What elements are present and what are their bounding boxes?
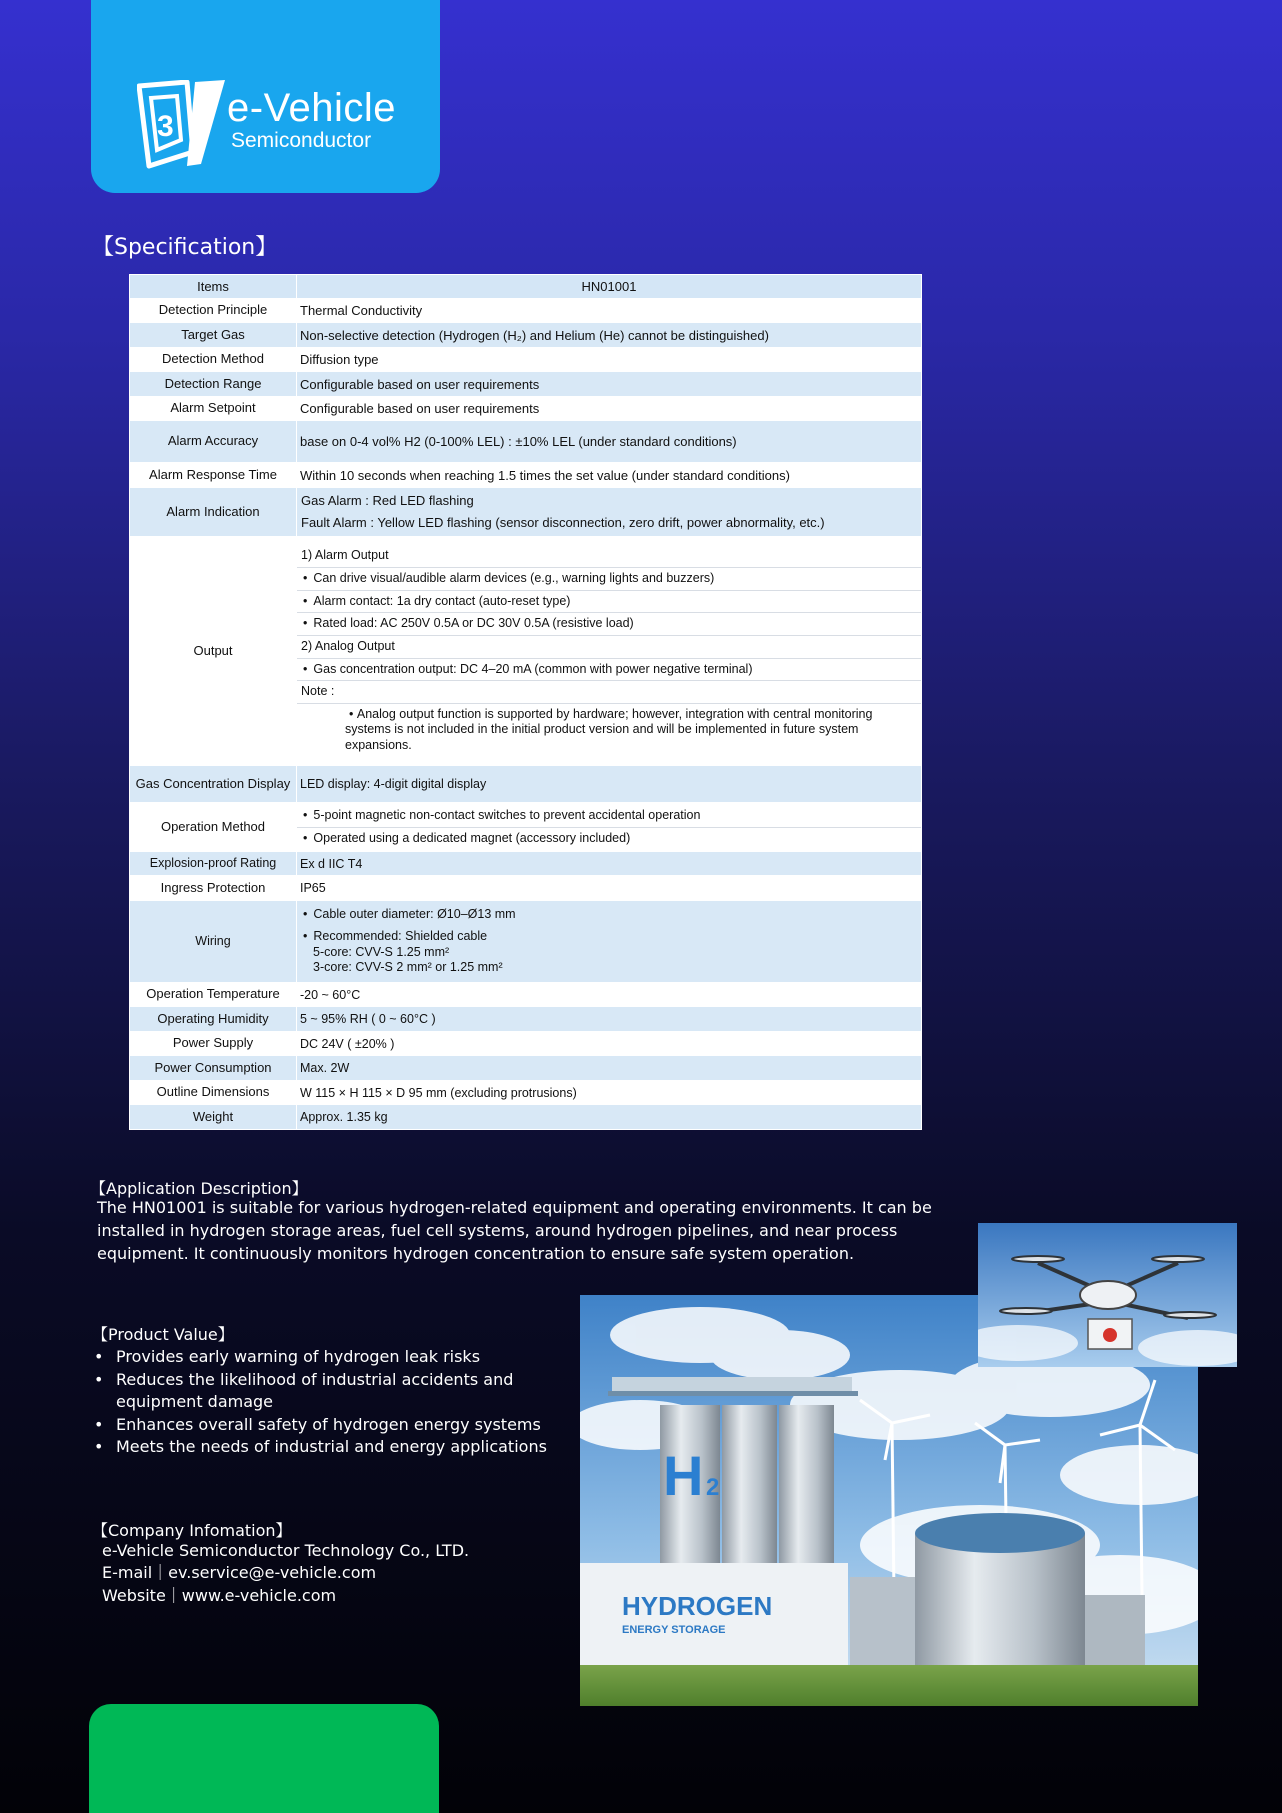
drone-photo (978, 1223, 1237, 1367)
table-row (130, 323, 922, 348)
table-row (130, 803, 922, 852)
table-row (130, 766, 922, 803)
row-item: Alarm Response Time (130, 463, 297, 488)
logo-panel (91, 0, 440, 193)
tank-h-label: H (663, 1444, 704, 1507)
output-note: • Analog output function is supported by hardware; however, integration with central monitoring systems is not included in the initial product version and will be implemented in future system expansions. (345, 706, 873, 752)
specification-title: 【Specification】 (92, 235, 278, 260)
row-value: Max. 2W (297, 1056, 922, 1081)
wiring-sub: 3-core: CVV-S 2 mm² or 1.25 mm² (313, 960, 503, 975)
table-row (130, 421, 922, 463)
row-item: Alarm Setpoint (130, 397, 297, 421)
row-item: Alarm Indication (130, 488, 297, 537)
row-value: IP65 (297, 876, 922, 901)
company-website[interactable]: Website｜www.e-vehicle.com (102, 1586, 337, 1605)
operation-bullet: • Operated using a dedicated magnet (accessory included) (297, 828, 921, 850)
wiring-bullet: • Recommended: Shielded cable (297, 926, 921, 945)
row-item: Detection Principle (130, 299, 297, 323)
table-row (130, 397, 922, 421)
output-alarm-bullet: • Rated load: AC 250V 0.5A or DC 30V 0.5A (resistive load) (297, 613, 921, 636)
row-value: 5 ~ 95% RH ( 0 ~ 60°C ) (297, 1007, 922, 1032)
operation-bullet: • 5-point magnetic non-contact switches to prevent accidental operation (297, 805, 921, 828)
list-item: • Meets the needs of industrial and energy applications (90, 1436, 550, 1459)
table-row (130, 852, 922, 876)
company-name: e-Vehicle Semiconductor Technology Co., LTD. (102, 1541, 470, 1560)
logo-subtitle: Semiconductor (231, 129, 372, 152)
table-row (130, 1056, 922, 1081)
drone-illustration (978, 1223, 1237, 1367)
output-analog-head: 2) Analog Output (297, 636, 921, 659)
company-email[interactable]: E-mail｜ev.service@e-vehicle.com (102, 1563, 377, 1582)
output-alarm-head: 1) Alarm Output (297, 545, 921, 568)
alarm-gas-line: Gas Alarm : Red LED flashing (301, 492, 474, 508)
logo-name: e-Vehicle (227, 86, 397, 130)
table-row (130, 1081, 922, 1105)
row-value: Thermal Conductivity (297, 299, 922, 323)
wiring-sub: 5-core: CVV-S 1.25 mm² (313, 944, 450, 959)
table-row (130, 1105, 922, 1130)
row-item: Explosion-proof Rating (130, 852, 297, 876)
row-item: Operating Humidity (130, 1007, 297, 1032)
output-analog-bullet: • Gas concentration output: DC 4–20 mA (common with power negative terminal) (297, 659, 921, 682)
list-item: • Provides early warning of hydrogen leak risks (90, 1346, 550, 1369)
row-item: Power Consumption (130, 1056, 297, 1081)
row-value: Configurable based on user requirements (297, 397, 922, 421)
row-value: Non-selective detection (Hydrogen (H₂) and Helium (He) cannot be distinguished) (297, 323, 922, 348)
table-row (130, 901, 922, 983)
row-value: -20 ~ 60°C (297, 983, 922, 1007)
row-value: Configurable based on user requirements (297, 372, 922, 397)
row-value: DC 24V ( ±20% ) (297, 1032, 922, 1056)
row-item: Outline Dimensions (130, 1081, 297, 1105)
row-value: W 115 × H 115 × D 95 mm (excluding protrusions) (297, 1081, 922, 1105)
spec-table (129, 274, 922, 1130)
table-row (130, 372, 922, 397)
output-note-label: Note : (297, 681, 921, 704)
table-row (130, 348, 922, 372)
logo-mark-icon (137, 80, 225, 170)
row-value: Approx. 1.35 kg (297, 1105, 922, 1130)
output-note-text: Analog output function is supported by hardware; however, integration with central monitoring systems is not included in the initial product version and will be implemented in future system expansions. (345, 706, 873, 752)
row-item: Operation Method (130, 803, 297, 852)
footer-green-panel (89, 1704, 439, 1813)
table-row (130, 1007, 922, 1032)
row-value: Diffusion type (297, 348, 922, 372)
row-item: Output (130, 537, 297, 766)
output-alarm-bullet: • Can drive visual/audible alarm devices (e.g., warning lights and buzzers) (297, 568, 921, 591)
row-item: Detection Method (130, 348, 297, 372)
row-item: Gas Concentration Display (130, 766, 297, 803)
list-item: • Reduces the likelihood of industrial accidents and equipment damage (90, 1369, 550, 1414)
table-row (130, 537, 922, 766)
row-value: Ex d IIC T4 (297, 852, 922, 876)
application-text: The HN01001 is suitable for various hydrogen-related equipment and operating environments. It can be installed in hydrogen storage areas, fuel cell systems, around hydrogen pipelines, and near process equipment. It continuously monitors hydrogen concentration to ensure safe system operation. (97, 1198, 932, 1263)
output-alarm-bullet: • Alarm contact: 1a dry contact (auto-reset type) (297, 591, 921, 614)
row-item: Wiring (130, 901, 297, 983)
table-row (130, 488, 922, 537)
list-item: • Enhances overall safety of hydrogen energy systems (90, 1414, 550, 1437)
row-item: Alarm Accuracy (130, 421, 297, 463)
application-title: 【Application Description】 (90, 1179, 308, 1198)
row-item: Target Gas (130, 323, 297, 348)
row-item: Ingress Protection (130, 876, 297, 901)
tank-2-label: 2 (706, 1474, 720, 1501)
row-value: LED display: 4-digit digital display (297, 766, 922, 803)
table-row (130, 983, 922, 1007)
row-value (297, 803, 922, 852)
spec-rows-top (130, 299, 922, 1130)
alarm-fault-line: Fault Alarm : Yellow LED flashing (sensor disconnection, zero drift, power abnormality, etc.) (301, 515, 825, 530)
row-item: Power Supply (130, 1032, 297, 1056)
table-row (130, 876, 922, 901)
row-value: Within 10 seconds when reaching 1.5 times the set value (under standard conditions) (297, 463, 922, 488)
row-value: base on 0-4 vol% H2 (0-100% LEL) : ±10% LEL (under standard conditions) (297, 421, 922, 463)
header-items: Items (130, 275, 297, 299)
row-item: Weight (130, 1105, 297, 1130)
company-title: 【Company Infomation】 (92, 1521, 292, 1540)
sign-title: HYDROGEN (622, 1591, 773, 1621)
sign-subtitle: ENERGY STORAGE (622, 1624, 726, 1636)
table-row (130, 299, 922, 323)
header-model: HN01001 (297, 275, 922, 299)
row-value (297, 537, 922, 766)
svg-text:3: 3 (157, 110, 174, 143)
wiring-bullet: • Cable outer diameter: Ø10–Ø13 mm (297, 904, 921, 926)
product-value-title: 【Product Value】 (92, 1325, 234, 1344)
row-item: Detection Range (130, 372, 297, 397)
row-item: Operation Temperature (130, 983, 297, 1007)
product-value-list (90, 1346, 550, 1459)
table-row (130, 463, 922, 488)
row-value (297, 901, 922, 983)
row-value (297, 488, 922, 537)
table-row (130, 1032, 922, 1056)
